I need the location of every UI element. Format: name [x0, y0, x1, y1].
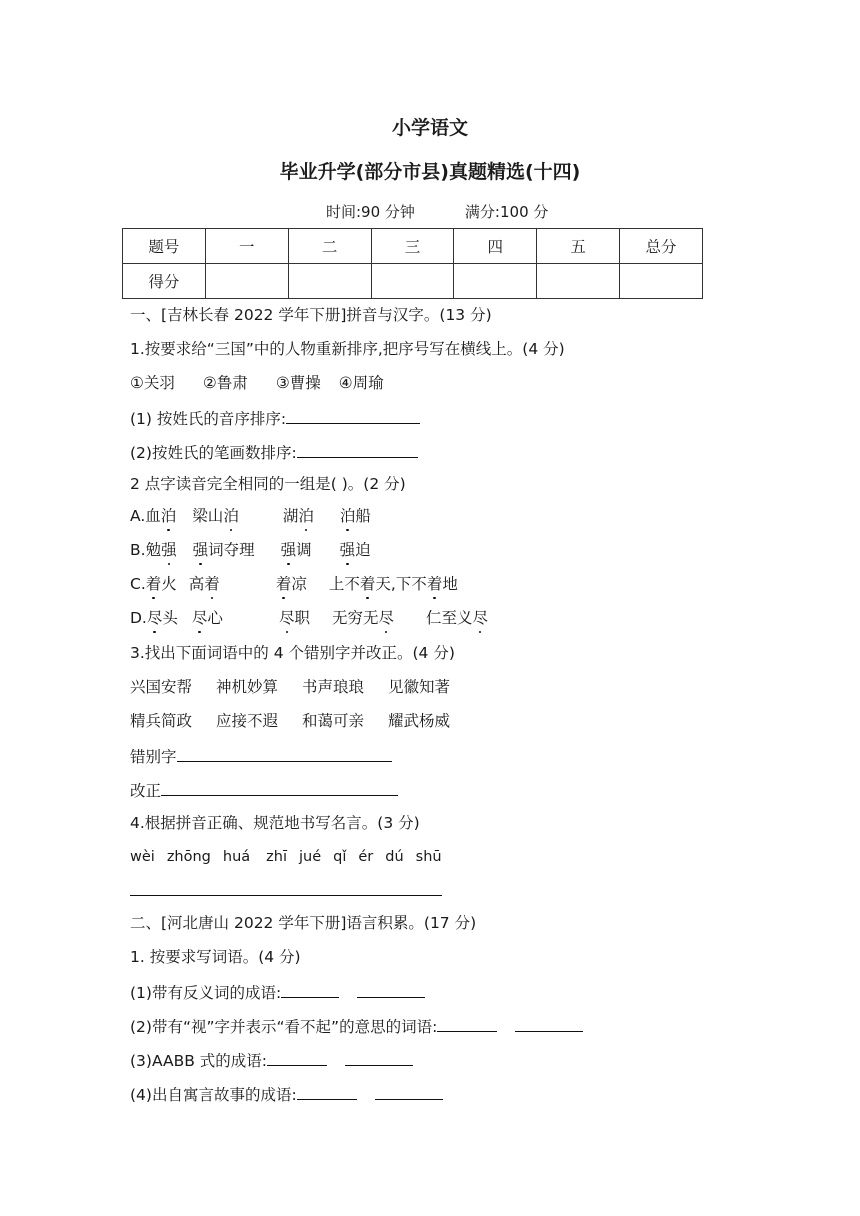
word-part: 梁山: [192, 507, 224, 525]
word-part: 勉: [145, 541, 162, 559]
pinyin-syllable: jué: [299, 849, 322, 865]
score-table-cell: 三: [371, 229, 454, 264]
score-table-cell: 一: [205, 229, 288, 264]
word-part: 词夺理: [208, 541, 255, 559]
q2-option-c: [130, 573, 458, 595]
answer-blank[interactable]: [281, 980, 339, 998]
answer-blank[interactable]: [161, 778, 398, 796]
pinyin-syllable: zhī: [266, 849, 287, 865]
dotted-char: 尽: [191, 609, 208, 627]
field-label: 改正: [130, 782, 162, 800]
score-input-cell[interactable]: [537, 264, 620, 299]
sub-question-label: (1)带有反义词的成语:: [130, 984, 282, 1002]
dotted-char: 尽: [472, 609, 489, 627]
idiom: 神机妙算: [216, 678, 279, 696]
idiom: 应接不遐: [216, 712, 279, 730]
option: ②鲁肃: [202, 374, 248, 392]
dotted-char: 强: [192, 541, 209, 559]
word-part: 天,下不: [375, 575, 427, 593]
pinyin-syllable: wèi: [130, 849, 155, 865]
score-table-cell: 得分: [123, 264, 206, 299]
pinyin-syllable: huá: [222, 849, 251, 865]
s2-q1-sub2: [130, 1014, 583, 1038]
score-input-cell[interactable]: [288, 264, 371, 299]
idiom: 耀武杨威: [388, 712, 451, 730]
dotted-char: 强: [161, 541, 177, 559]
option-label: C.: [130, 575, 146, 593]
score-table: [122, 228, 703, 299]
word-part: 迫: [355, 541, 371, 559]
sub-question-label: (3)AABB 式的成语:: [130, 1052, 268, 1070]
word-part: 无穷无: [331, 609, 379, 627]
answer-blank[interactable]: [267, 1048, 327, 1066]
pinyin-syllable: zhōng: [166, 849, 211, 865]
field-label: 错别字: [130, 748, 177, 766]
option-label: B.: [130, 541, 146, 559]
pinyin-syllable: qǐ: [333, 849, 347, 865]
word-part: 职: [294, 609, 310, 627]
dotted-char: 着: [426, 575, 443, 593]
dotted-char: 泊: [298, 507, 314, 525]
q1-sub1: [130, 406, 420, 430]
score-input-cell[interactable]: [205, 264, 288, 299]
sub-question-label: (2)带有“视”字并表示“看不起”的意思的词语:: [130, 1018, 438, 1036]
pinyin-syllable: ér: [358, 849, 374, 865]
idiom: 书声琅琅: [302, 678, 365, 696]
word-part: 头: [162, 609, 178, 627]
q2-option-a: [130, 505, 371, 527]
dotted-char: 着: [359, 575, 376, 593]
q4-pinyin: [130, 846, 454, 868]
answer-blank[interactable]: [357, 980, 425, 998]
dotted-char: 着: [145, 575, 162, 593]
score-table-cell: 题号: [123, 229, 206, 264]
dotted-char: 尽: [146, 609, 163, 627]
option: ①关羽: [130, 374, 175, 392]
answer-blank[interactable]: [375, 1082, 443, 1100]
word-part: 血: [145, 507, 161, 525]
score-input-cell[interactable]: [371, 264, 454, 299]
q2-option-b: [130, 539, 371, 561]
word-part: 调: [296, 541, 312, 559]
option: ③曹操: [275, 374, 321, 392]
answer-blank[interactable]: [437, 1014, 497, 1032]
dotted-char: 泊: [160, 507, 177, 525]
word-part: 心: [207, 609, 223, 627]
word-part: 高: [188, 575, 205, 593]
sub-question-label: (1) 按姓氏的音序排序:: [130, 410, 287, 428]
q1-sub2: [130, 440, 418, 464]
word-part: 湖: [282, 507, 299, 525]
idiom: 见徽知著: [388, 678, 451, 696]
section1-heading: 一、[吉林长春 2022 学年下册]拼音与汉字。(13 分): [130, 306, 492, 324]
score-table-cell: 四: [454, 229, 537, 264]
pinyin-syllable: shū: [415, 849, 442, 865]
exam-title: 毕业升学(部分市县)真题精选(十四): [279, 161, 581, 183]
q2-prompt: 2 点字读音完全相同的一组是( )。(2 分): [130, 475, 406, 493]
dotted-char: 强: [280, 541, 297, 559]
subject-title: 小学语文: [391, 117, 468, 139]
q3-wrong-chars: [130, 744, 392, 768]
score-table-cell: 总分: [620, 229, 703, 264]
q3-corrections: [130, 778, 398, 802]
sub-question-label: (4)出自寓言故事的成语:: [130, 1086, 297, 1104]
word-part: 上不: [328, 575, 360, 593]
sub-question-label: (2)按姓氏的笔画数排序:: [130, 444, 297, 462]
q1-options: [130, 372, 384, 394]
q3-prompt: 3.找出下面词语中的 4 个错别字并改正。(4 分): [130, 644, 455, 662]
pinyin-syllable: dú: [385, 849, 404, 865]
exam-meta: [326, 201, 548, 223]
idiom: 精兵简政: [130, 712, 193, 730]
answer-blank[interactable]: [177, 744, 392, 762]
word-part: 火: [161, 575, 177, 593]
full-score: 满分:100 分: [464, 203, 549, 221]
answer-line[interactable]: [130, 895, 442, 896]
score-table-cell: 五: [537, 229, 620, 264]
answer-blank[interactable]: [515, 1014, 583, 1032]
q3-words-row1: [130, 676, 450, 698]
dotted-char: 尽: [278, 609, 295, 627]
dotted-char: 着: [275, 575, 292, 593]
s2-q1-sub1: [130, 980, 425, 1004]
word-part: 地: [442, 575, 458, 593]
word-part: 船: [355, 507, 371, 525]
option: ④周瑜: [338, 374, 384, 392]
score-table-score-row: [123, 264, 703, 299]
dotted-char: 着: [204, 575, 220, 593]
answer-blank[interactable]: [297, 440, 418, 458]
dotted-char: 泊: [339, 507, 356, 525]
time-limit: 时间:90 分钟: [326, 203, 415, 221]
answer-blank[interactable]: [286, 406, 420, 424]
q3-words-row2: [130, 710, 450, 732]
q4-prompt: 4.根据拼音正确、规范地书写名言。(3 分): [130, 814, 420, 832]
section2-heading: 二、[河北唐山 2022 学年下册]语言积累。(17 分): [130, 914, 477, 932]
option-label: A.: [130, 507, 146, 525]
s2-q1-sub3: [130, 1048, 413, 1072]
idiom: 和蔼可亲: [302, 712, 365, 730]
score-input-cell[interactable]: [454, 264, 537, 299]
dotted-char: 泊: [223, 507, 239, 525]
s2-q1-prompt: 1. 按要求写词语。(4 分): [130, 948, 301, 966]
dotted-char: 强: [339, 541, 356, 559]
dotted-char: 尽: [378, 609, 394, 627]
answer-blank[interactable]: [345, 1048, 413, 1066]
q1-prompt: 1.按要求给“三国”中的人物重新排序,把序号写在横线上。(4 分): [130, 340, 565, 358]
score-table-header-row: [123, 229, 703, 264]
answer-blank[interactable]: [297, 1082, 357, 1100]
idiom: 兴国安帮: [130, 678, 193, 696]
s2-q1-sub4: [130, 1082, 443, 1106]
word-part: 仁至义: [426, 609, 473, 627]
score-input-cell[interactable]: [620, 264, 703, 299]
score-table-cell: 二: [288, 229, 371, 264]
word-part: 凉: [291, 575, 307, 593]
option-label: D.: [130, 609, 147, 627]
q2-option-d: [130, 607, 488, 629]
